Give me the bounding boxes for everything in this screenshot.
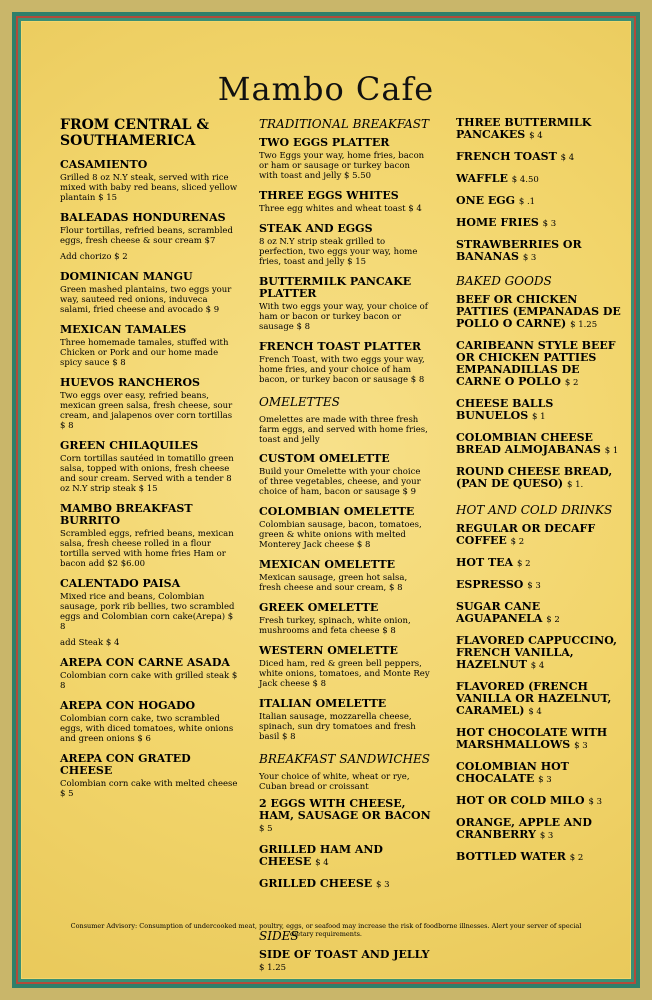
menu-item-description <box>259 520 431 550</box>
menu-item-name <box>259 602 431 614</box>
menu-item-title: MAMBO BREAKFAST BURRITO <box>60 502 193 527</box>
menu-item <box>456 239 628 264</box>
menu-item-price: $ 3 <box>522 253 537 263</box>
menu-item-description-text: Green mashed plantains, two eggs your way, sauteed red onions, induveca salami, fried cheese and avocado <box>60 285 232 315</box>
section-heading-breakfast-sandwiches: BREAKFAST SANDWICHES <box>259 752 430 766</box>
menu-item-title: GREEK OMELETTE <box>259 601 379 614</box>
menu-item-title: DOMINICAN MANGU <box>60 270 193 283</box>
menu-item-description <box>259 659 431 689</box>
menu-item-description-text: Flour tortillas, refried beans, scrambled eggs, fresh cheese & sour cream <box>60 226 233 246</box>
menu-item-price: $ 2 <box>569 853 584 863</box>
menu-item <box>456 579 628 592</box>
menu-item <box>456 151 628 164</box>
item-list <box>456 117 628 264</box>
menu-item-name <box>259 506 431 518</box>
menu-item-description-text: Grilled 8 oz N.Y steak, served with rice mixed with baby red beans, sliced yellow plantain <box>60 173 238 203</box>
menu-item <box>456 601 628 626</box>
menu-item-name <box>456 817 628 842</box>
menu-item <box>259 798 431 835</box>
menu-item-title: ITALIAN OMELETTE <box>259 697 387 710</box>
menu-item <box>456 635 628 672</box>
menu-item-price: $ 2 <box>546 615 560 625</box>
menu-item-description-text: Scrambled eggs, refried beans, mexican salsa, fresh cheese rolled in a flour tortilla served with home fries Ham or bacon add $2 <box>60 529 234 569</box>
menu-item-price: $ .1 <box>518 197 536 207</box>
menu-item <box>456 557 628 570</box>
menu-item-name <box>456 294 628 331</box>
menu-title: Mambo Cafe <box>217 70 435 108</box>
menu-item-title: HOME FRIES <box>456 216 539 229</box>
menu-item-price: $ 4 <box>528 707 542 717</box>
menu-item-name <box>456 466 628 491</box>
menu-item-price: $ 1 <box>532 412 546 422</box>
menu-item-name <box>456 681 628 718</box>
menu-item-price: $ 15 <box>347 257 367 267</box>
menu-item <box>456 398 628 423</box>
menu-item <box>259 223 431 267</box>
menu-item-name <box>456 151 628 164</box>
menu-item-description-text: Two Eggs your way, home fries, bacon or ham or sausage or turkey bacon with toast and jelly <box>259 151 425 181</box>
menu-item-price: $ 4 <box>530 661 545 671</box>
menu-item-price: $ 3 <box>542 219 557 229</box>
menu-item-price: $ 8 <box>410 375 425 385</box>
menu-item-note: Add chorizo $ 2 <box>60 252 128 262</box>
menu-item-title: REGULAR OR DECAFF COFFEE <box>456 522 596 547</box>
menu-item-title: CHEESE BALLS BUNUELOS <box>456 397 554 422</box>
menu-item-title: CALENTADO PAISA <box>60 577 181 590</box>
menu-item-price: $ 15 <box>98 193 118 203</box>
menu-item-title: FRENCH TOAST <box>456 150 557 163</box>
menu-item-title: TWO EGGS PLATTER <box>259 136 390 149</box>
menu-item-price: $6.00 <box>120 559 146 569</box>
column-extras-drinks <box>456 117 628 873</box>
menu-item-title: FLAVORED CAPPUCCINO, FRENCH VANILLA, HAZELNUT <box>456 634 617 671</box>
menu-item <box>259 878 431 891</box>
menu-item-price: $ 8 <box>312 679 327 689</box>
menu-item-description-text: Fresh turkey, spinach, white onion, mushrooms and feta cheese <box>259 616 411 636</box>
menu-item-price: $ 1.25 <box>570 320 598 330</box>
menu-item-price: $ 3 <box>574 741 588 751</box>
section-heading-sides: SIDES <box>259 929 299 943</box>
menu-item-title: BOTTLED WATER <box>456 850 566 863</box>
menu-item-title: AREPA CON GRATED CHEESE <box>60 752 191 777</box>
menu-item <box>456 466 628 491</box>
menu-item-name <box>456 523 628 548</box>
menu-item-title: ROUND CHEESE BREAD,(PAN DE QUESO) <box>456 465 613 490</box>
menu-item-description <box>60 338 238 368</box>
item-list <box>259 798 431 891</box>
menu-item-description <box>60 592 238 632</box>
menu-item-price: $ 5.50 <box>343 171 372 181</box>
menu-item-description-text: Colombian corn cake with melted cheese <box>60 779 238 789</box>
menu-item <box>60 324 238 368</box>
decorative-border <box>12 12 640 988</box>
menu-item-name <box>60 159 238 171</box>
menu-item-price: $ 1.25 <box>259 963 287 973</box>
menu-item-description-text: With two eggs your way, your choice of ham or bacon or turkey bacon or sausage <box>259 302 428 332</box>
section-heading-traditional-breakfast: TRADITIONAL BREAKFAST <box>259 117 430 131</box>
menu-item-name <box>456 795 628 808</box>
menu-item-price: $ 3 <box>538 775 552 785</box>
menu-item-title: SUGAR CANE AGUAPANELA <box>456 600 543 625</box>
menu-item-description-text: 8 oz N.Y strip steak grilled to perfection, two eggs your way, home fries, toast and jelly <box>259 237 418 267</box>
menu-item <box>456 173 628 186</box>
menu-item-title: COLOMBIAN OMELETTE <box>259 505 415 518</box>
menu-item-name <box>259 949 431 974</box>
menu-item-name <box>60 503 238 527</box>
menu-item <box>259 698 431 742</box>
menu-item-price: $ 8 <box>60 612 234 632</box>
menu-item-title: CASAMIENTO <box>60 158 148 171</box>
menu-item-title: COLOMBIAN HOT CHOCALATE <box>456 760 569 785</box>
menu-item <box>456 851 628 864</box>
menu-item-description-text: Colombian sausage, bacon, tomatoes, green & white onions with melted Monterey Jack cheese <box>259 520 422 550</box>
menu-item-title: SIDE OF TOAST AND JELLY <box>259 948 430 961</box>
menu-item <box>456 432 628 457</box>
menu-item-title: BEEF OR CHICKEN PATTIES (EMPANADAS DE POLLO O CARNE) <box>456 293 621 330</box>
menu-item-price: $ 1 <box>604 446 619 456</box>
item-list <box>259 137 431 385</box>
menu-item <box>259 645 431 689</box>
menu-item-description-text: Build your Omelette with your choice of three vegetables, cheese, and your choice of ham, bacon or sausage <box>259 467 421 497</box>
menu-item <box>456 727 628 752</box>
menu-item-title: STRAWBERRIES OR BANANAS <box>456 238 582 263</box>
item-list <box>259 949 431 974</box>
menu-item-title: MEXICAN OMELETTE <box>259 558 396 571</box>
menu-item-name <box>259 844 431 869</box>
menu-item-title: ORANGE, APPLE AND CRANBERRY <box>456 816 592 841</box>
menu-item-name <box>259 645 431 657</box>
menu-item-price: $ 8 <box>382 626 396 636</box>
menu-item-title: ESPRESSO <box>456 578 524 591</box>
menu-item-description <box>259 355 431 385</box>
menu-item-name <box>456 557 628 570</box>
menu-item-name <box>456 851 628 864</box>
column-breakfast <box>259 117 431 983</box>
section-heading-baked-goods: BAKED GOODS <box>456 274 552 288</box>
menu-item <box>60 700 238 744</box>
menu-item-price: $ 1. <box>566 480 584 490</box>
menu-item-price: $ 5 <box>259 824 273 834</box>
menu-item-description-text: Italian sausage, mozzarella cheese, spinach, sun dry tomatoes and fresh basil <box>259 712 416 742</box>
menu-item-description-text: Corn tortillas sautéed in tomatillo green salsa, topped with onions, fresh cheese and sour cream. Served with a tender 8 oz N.Y strip steak <box>60 454 234 494</box>
menu-item <box>60 440 238 494</box>
menu-item <box>456 195 628 208</box>
menu-item-price: $ 9 <box>402 487 417 497</box>
item-list <box>456 294 628 491</box>
menu-item <box>456 340 628 389</box>
menu-item-price: $ 15 <box>138 484 158 494</box>
menu-item-title: GRILLED HAM AND CHEESE <box>259 843 383 868</box>
menu-item-name <box>60 324 238 336</box>
menu-item-description <box>60 226 238 246</box>
menu-item-note: add Steak $ 4 <box>60 638 120 648</box>
menu-item-price: $ 3 <box>376 880 390 890</box>
menu-item-description <box>259 237 431 267</box>
menu-item <box>456 117 628 142</box>
menu-item <box>259 276 431 332</box>
menu-item-description-text: Diced ham, red & green bell peppers, white onions, tomatoes, and Monte Rey Jack cheese <box>259 659 430 689</box>
menu-item-title: COLOMBIAN CHEESE BREAD ALMOJABANAS <box>456 431 601 456</box>
menu-item-name <box>259 559 431 571</box>
menu-item-price: $ 3 <box>588 797 602 807</box>
menu-item-name <box>60 700 238 712</box>
menu-item <box>456 523 628 548</box>
menu-item-description <box>259 467 431 497</box>
menu-item <box>60 503 238 569</box>
menu-item-description <box>259 204 431 214</box>
menu-item-title: ONE EGG <box>456 194 516 207</box>
menu-item-description-text: Three egg whites and wheat toast <box>259 204 406 214</box>
menu-item <box>259 137 431 181</box>
menu-item-description-text: Three homemade tamales, stuffed with Chicken or Pork and our home made spicy sauce <box>60 338 229 368</box>
menu-item-description-text: Colombian corn cake with grilled steak <box>60 671 230 681</box>
menu-item-price: $ 2 <box>564 378 579 388</box>
menu-item-name <box>456 727 628 752</box>
menu-item-name <box>456 117 628 142</box>
menu-item <box>259 506 431 550</box>
menu-item-title: AREPA CON HOGADO <box>60 699 196 712</box>
menu-item-description <box>60 714 238 744</box>
menu-item-title: GRILLED CHEESE <box>259 877 373 890</box>
item-list <box>60 159 238 799</box>
menu-item-description-text: Mexican sausage, green hot salsa, fresh cheese and sour cream, <box>259 573 408 593</box>
menu-item-price: $ 4 <box>315 858 329 868</box>
menu-item-name <box>456 761 628 786</box>
menu-background <box>22 22 630 978</box>
menu-item-price: $ 8 <box>60 671 238 691</box>
menu-item-name <box>259 276 431 300</box>
menu-item-title: HOT OR COLD MILO <box>456 794 585 807</box>
menu-item-description <box>259 712 431 742</box>
menu-item-name <box>60 753 238 777</box>
menu-item-description <box>60 285 238 315</box>
menu-item-title: THREE BUTTERMILK PANCAKES <box>456 116 592 141</box>
section-heading-central-south-america: FROM CENTRAL & SOUTHAMERICA <box>60 117 210 149</box>
column-central-south-america <box>60 117 238 808</box>
menu-item-description <box>60 391 238 431</box>
menu-item-description <box>60 454 238 494</box>
menu-item <box>60 657 238 691</box>
menu-item <box>60 753 238 799</box>
menu-item-price: $7 <box>204 236 216 246</box>
menu-item-price: $ 4.50 <box>511 175 539 185</box>
menu-item <box>60 159 238 203</box>
section-heading-hot-cold-drinks: HOT AND COLD DRINKS <box>456 503 613 517</box>
menu-item-name <box>456 173 628 186</box>
menu-item-description <box>60 173 238 203</box>
menu-item-price: $ 6 <box>137 734 151 744</box>
menu-item-name <box>259 798 431 835</box>
menu-item <box>259 559 431 593</box>
menu-item-name <box>259 223 431 235</box>
menu-item-name <box>259 878 431 891</box>
menu-item-title: BALEADAS HONDURENAS <box>60 211 226 224</box>
menu-item-name <box>259 190 431 202</box>
menu-item-title: WAFFLE <box>456 172 508 185</box>
menu-item <box>60 212 238 262</box>
menu-item-title: HOT CHOCOLATE WITH MARSHMALLOWS <box>456 726 608 751</box>
menu-item-name <box>60 440 238 452</box>
menu-item <box>259 949 431 974</box>
menu-item-name <box>456 432 628 457</box>
menu-item-name <box>456 340 628 389</box>
menu-item-title: WESTERN OMELETTE <box>259 644 398 657</box>
menu-item-name <box>60 271 238 283</box>
menu-item-title: THREE EGGS WHITES <box>259 189 399 202</box>
menu-item-title: STEAK AND EGGS <box>259 222 373 235</box>
menu-item-description <box>259 616 431 636</box>
menu-item-name <box>60 657 238 669</box>
omelettes-intro: Omelettes are made with three fresh farm eggs, and served with home fries, toast and jelly <box>259 415 428 445</box>
menu-item-name <box>456 635 628 672</box>
menu-item-description <box>60 779 238 799</box>
menu-item-price: $ 4 <box>560 153 575 163</box>
menu-item-name <box>456 601 628 626</box>
menu-item-price: $ 2 <box>516 559 531 569</box>
menu-item <box>259 341 431 385</box>
menu-item-title: FLAVORED (FRENCH VANILLA OR HAZELNUT, CARAMEL) <box>456 680 612 717</box>
menu-item-price: $ 3 <box>539 831 554 841</box>
menu-item <box>456 217 628 230</box>
menu-item-title: FRENCH TOAST PLATTER <box>259 340 422 353</box>
section-heading-omelettes: OMELETTES <box>259 395 340 409</box>
menu-item-description-text: Two eggs over easy, refried beans, mexican green salsa, fresh cheese, sour cream, and jalapenos over corn tortillas <box>60 391 233 421</box>
menu-item <box>259 190 431 214</box>
menu-item-price: $ 8 <box>388 583 403 593</box>
menu-item-name <box>259 453 431 465</box>
menu-item-title: BUTTERMILK PANCAKE PLATTER <box>259 275 412 300</box>
consumer-advisory: Consumer Advisory: Consumption of undercooked meat, poultry, eggs, or seafood may increase the risk of foodborne illnesses. Alert your server of special dietary requirements. <box>70 922 582 938</box>
menu-item <box>259 453 431 497</box>
menu-item-title: GREEN CHILAQUILES <box>60 439 199 452</box>
menu-item-title: 2 EGGS WITH CHEESE, HAM, SAUSAGE OR BACON <box>259 797 431 822</box>
menu-item <box>60 578 238 648</box>
menu-item-price: $ 8 <box>112 358 126 368</box>
menu-item-title: CUSTOM OMELETTE <box>259 452 390 465</box>
menu-item-name <box>456 579 628 592</box>
menu-item-price: $ 8 <box>282 732 296 742</box>
menu-item-description <box>60 529 238 569</box>
menu-item-name <box>456 217 628 230</box>
menu-item-name <box>60 578 238 590</box>
menu-item-price: $ 4 <box>408 204 422 214</box>
menu-item-name <box>60 212 238 224</box>
menu-item-description-text: French Toast, with two eggs your way, home fries, and your choice of ham bacon, or turkey bacon or sausage <box>259 355 425 385</box>
menu-item-name <box>259 698 431 710</box>
item-list <box>259 453 431 742</box>
menu-item-description <box>60 671 238 691</box>
menu-item-description <box>259 302 431 332</box>
menu-item-title: HUEVOS RANCHEROS <box>60 376 200 389</box>
menu-item <box>456 761 628 786</box>
menu-item-price: $ 8 <box>60 421 74 431</box>
menu-item-price: $ 3 <box>527 581 541 591</box>
menu-item-price: $ 5 <box>60 789 74 799</box>
menu-item-title: CARIBEANN STYLE BEEF OR CHICKEN PATTIES EMPANADILLAS DE CARNE O POLLO <box>456 339 616 388</box>
menu-item-name <box>456 398 628 423</box>
menu-item-name <box>60 377 238 389</box>
menu-item <box>456 817 628 842</box>
menu-item-name <box>456 195 628 208</box>
menu-item-price: $ 4 <box>529 131 543 141</box>
menu-item-price: $ 2 <box>510 537 525 547</box>
menu-item-title: AREPA CON CARNE ASADA <box>60 656 230 669</box>
menu-item-name <box>456 239 628 264</box>
menu-item-name <box>259 341 431 353</box>
menu-item-price: $ 8 <box>356 540 371 550</box>
menu-item-name <box>259 137 431 149</box>
menu-item-description <box>259 573 431 593</box>
menu-item <box>456 795 628 808</box>
menu-item <box>456 681 628 718</box>
sandwiches-intro: Your choice of white, wheat or rye, Cuban bread or croissant <box>259 772 410 792</box>
menu-item <box>259 844 431 869</box>
menu-item <box>456 294 628 331</box>
menu-item-description <box>259 151 431 181</box>
menu-item-title: MEXICAN TAMALES <box>60 323 187 336</box>
menu-item-price: $ 9 <box>205 305 220 315</box>
menu-item <box>60 377 238 431</box>
menu-item-price: $ 8 <box>296 322 311 332</box>
menu-item <box>259 602 431 636</box>
menu-item-title: HOT TEA <box>456 556 514 569</box>
item-list <box>456 523 628 864</box>
menu-item-description-text: Colombian corn cake, two scrambled eggs, with diced tomatoes, white onions and green onions <box>60 714 234 744</box>
menu-item <box>60 271 238 315</box>
menu-item-description-text: Mixed rice and beans, Colombian sausage, pork rib bellies, two scrambled eggs and Colombian corn cake(Arepa) <box>60 592 235 622</box>
